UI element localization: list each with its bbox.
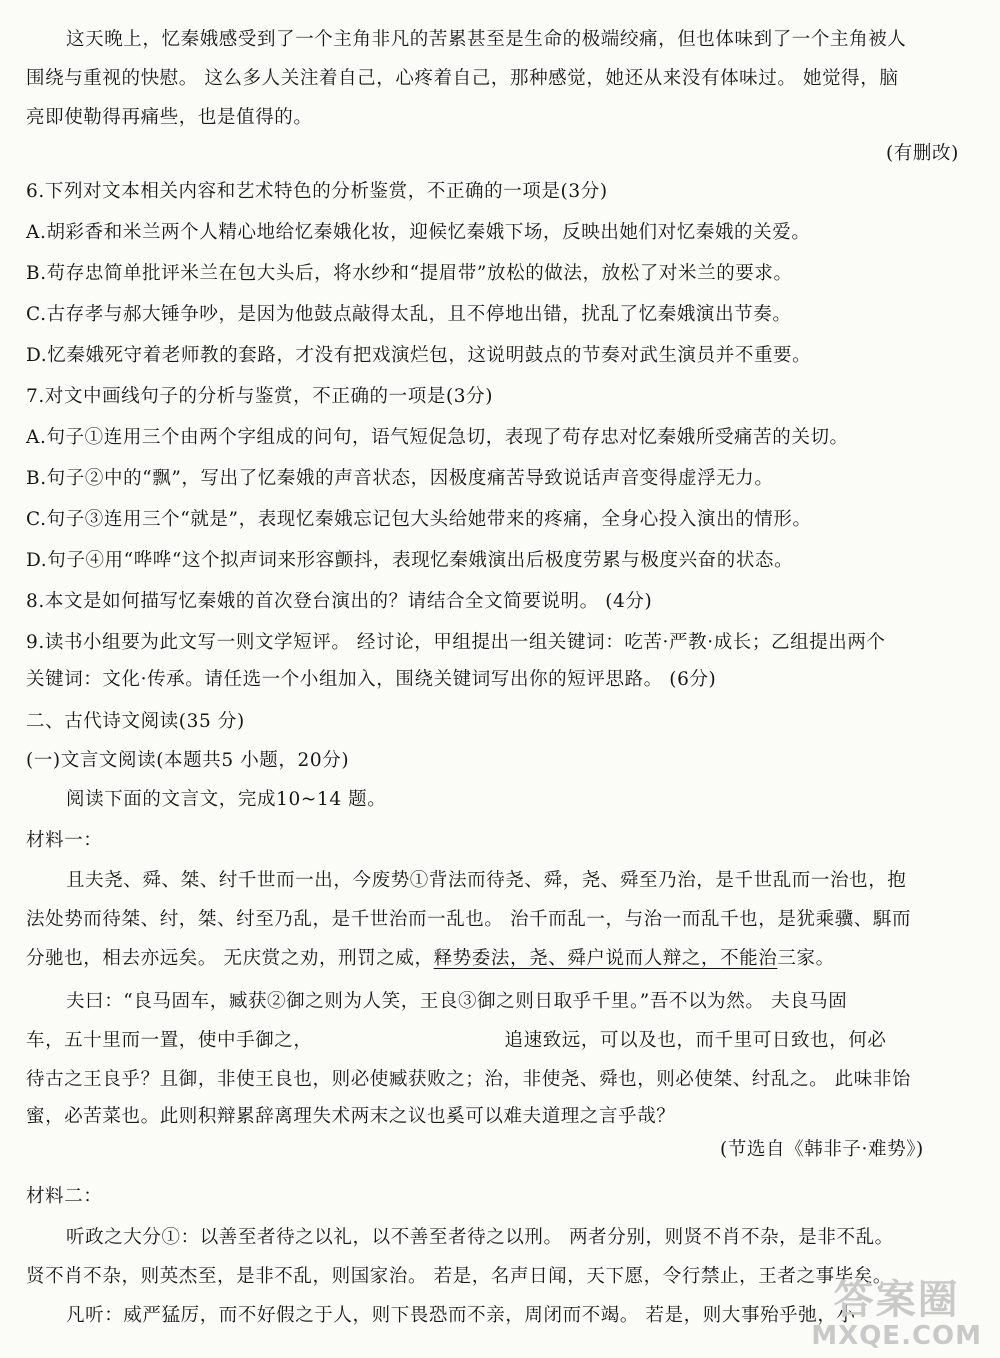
- watermark-logo: 答案圈: [833, 1277, 960, 1323]
- material-1-line: 且夫尧、舜、桀、纣千世而一出，今废势①背法而待尧、舜，尧、舜至乃治，是千世乱而一治也，抱: [66, 870, 907, 891]
- question-6-option-a: A.胡彩香和米兰两个人精心地给忆秦娥化妆，迎候忆秦娥下场，反映出她们对忆秦娥的关爱。: [26, 222, 811, 243]
- material-1-line: 夫曰：“良马固车，臧获②御之则为人笑，王良③御之则日取乎千里。”吾不以为然。 夫良马固: [66, 991, 848, 1012]
- underlined-sentence: 释势委法，尧、舜户说而人辩之，: [433, 948, 721, 969]
- material-1-line: 待古之王良乎？且御，非使王良也，则必使臧获败之；治，非使尧、舜也，则必使桀、纣乱之。 此味非饴: [26, 1069, 912, 1090]
- passage-line: 围绕与重视的快慰。 这么多人关注着自己，心疼着自己，那种感觉，她还从来没有体味过。 她觉得，脑: [26, 68, 899, 89]
- material-1-line: [26, 1029, 887, 1053]
- question-8-stem: 8.本文是如何描写忆秦娥的首次登台演出的？请结合全文简要说明。 (4分): [26, 591, 653, 612]
- subsection-title: (一)文言文阅读(本题共5 小题，20分): [26, 750, 350, 771]
- passage-line: 这天晚上，忆秦娥感受到了一个主角非凡的苦累甚至是生命的极端绞痛，但也体味到了一个主角被人: [66, 29, 907, 50]
- passage-line: 亮即使勒得再痛些，也是值得的。: [26, 107, 313, 128]
- question-6-option-d: D.忆秦娥死守着老师教的套路，才没有把戏演烂包，这说明鼓点的节奏对武生演员并不重要。: [26, 345, 812, 366]
- text-segment: 三家。: [777, 948, 835, 969]
- question-6-stem: 6.下列对文本相关内容和艺术特色的分析鉴赏，不正确的一项是(3分): [26, 181, 608, 202]
- question-6-option-c: C.古存孝与郝大锤争吵，是因为他鼓点敲得太乱，且不停地出错，扰乱了忆秦娥演出节奏。: [26, 304, 792, 325]
- source-citation: (节选自《韩非子·难势》): [720, 1139, 924, 1160]
- text-segment: 追速致远，可以及也，而千里可日致也，何必: [504, 1030, 887, 1051]
- material-2-label: 材料二：: [26, 1186, 103, 1207]
- question-9-line: 关键词：文化·传承。请任选一个小组加入，围绕关键词写出你的短评思路。 (6分): [26, 669, 717, 690]
- material-2-line: 贤不肖不杂，则英杰至，是非不乱，则国家治。 若是，名声日闻，天下愿，令行禁止，王者之事毕矣。: [26, 1266, 892, 1287]
- text-segment: 车，五十里而一置，使中手御之，: [26, 1030, 313, 1051]
- text-segment: 分驰也，相去亦远矣。 无庆赏之劝，刑罚之威，: [26, 948, 434, 969]
- watermark: [811, 1278, 982, 1350]
- question-6-option-b: B.苟存忠简单批评米兰在包大头后，将水纱和“提眉带”放松的做法，放松了对米兰的要求。: [26, 263, 793, 284]
- material-1-line: 法处势而待桀、纣，桀、纣至乃乱，是千世治而一乱也。 治千而乱一，与治一而乱千也，是犹乘骥、駬而: [26, 909, 912, 930]
- section-title: 二、古代诗文阅读(35 分): [26, 711, 245, 732]
- question-7-option-b: B.句子②中的“飘”，写出了忆秦娥的声音状态，因极度痛苦导致说话声音变得虚浮无力。: [26, 468, 774, 489]
- question-9-line: 9.读书小组要为此文写一则文学短评。 经讨论，甲组提出一组关键词：吃苦·严教·成长；乙组提出两个: [26, 632, 886, 653]
- edit-note: (有删改): [886, 143, 959, 164]
- question-7-option-a: A.句子①连用三个由两个字组成的问句，语气短促急切，表现了苟存忠对忆秦娥所受痛苦的关切。: [26, 427, 849, 448]
- question-7-option-c: C.句子③连用三个“就是”，表现忆秦娥忘记包大头给她带来的疼痛，全身心投入演出的情形。: [26, 509, 812, 530]
- material-2-line: 听政之大分①：以善至者待之以礼，以不善至者待之以刑。 两者分别，则贤不肖不杂，是非不乱。: [66, 1227, 894, 1248]
- material-1-line: [26, 947, 835, 971]
- underlined-sentence: 不能治: [720, 948, 778, 969]
- material-1-label: 材料一：: [26, 830, 103, 851]
- question-7-stem: 7.对文中画线句子的分析与鉴赏，不正确的一项是(3分): [26, 386, 494, 407]
- material-2-line: 凡听：威严猛厉，而不好假之于人，则下畏恐而不亲，周闭而不竭。 若是，则大事殆乎弛，小: [66, 1305, 856, 1326]
- watermark-url: MXQE.COM: [811, 1321, 982, 1351]
- question-7-option-d: D.句子④用“哗哗“这个拟声词来形容颤抖，表现忆秦娥演出后极度劳累与极度兴奋的状态。: [26, 550, 794, 571]
- reading-instruction: 阅读下面的文言文，完成10~14 题。: [66, 789, 387, 810]
- material-1-line: 蜜，必苦菜也。此则积辩累辞离理失术两末之议也奚可以难夫道理之言乎哉？: [26, 1106, 676, 1127]
